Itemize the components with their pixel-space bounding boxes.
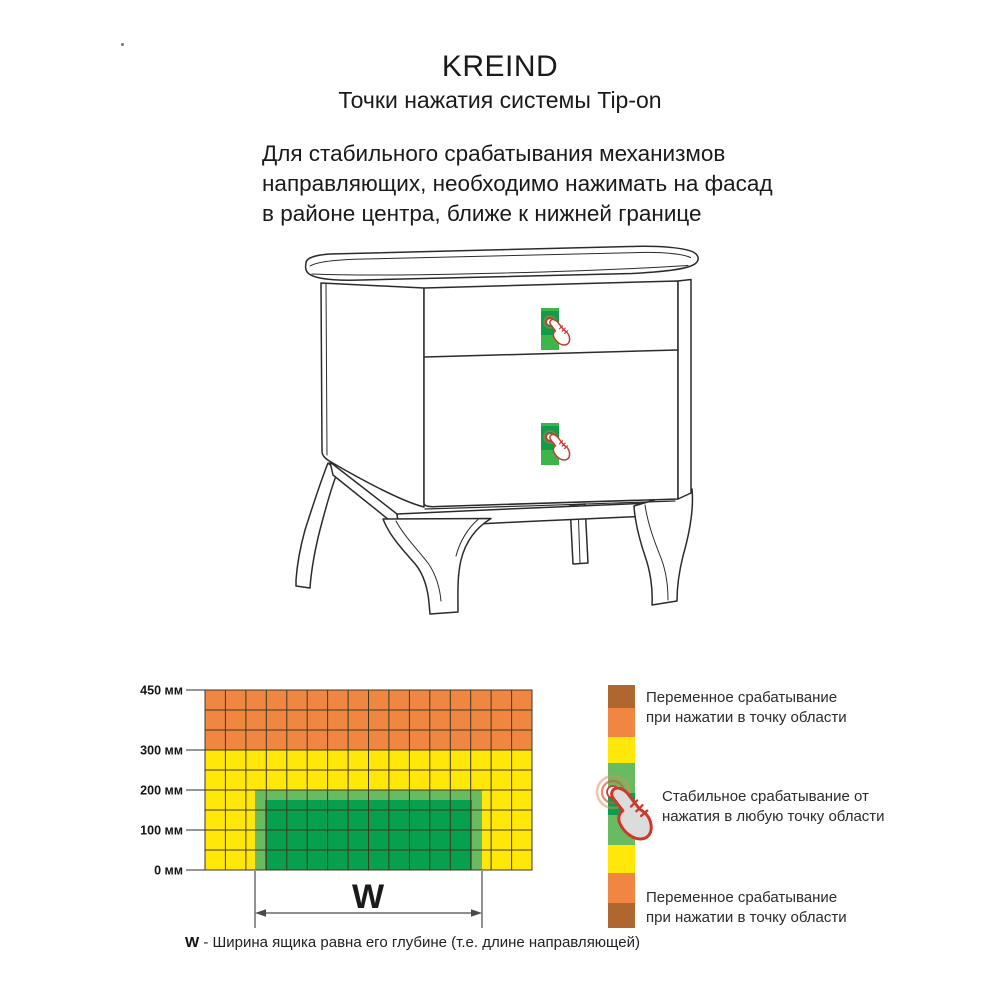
legend-seg-brown-top	[608, 685, 635, 708]
legend-text-line: при нажатии в точку области	[646, 908, 847, 926]
tick-300: 300 мм	[140, 743, 183, 758]
tick-100: 100 мм	[140, 823, 183, 838]
width-label: W	[351, 878, 385, 916]
legend-item-variable-bottom	[646, 888, 847, 927]
legend-seg-orange-top	[608, 708, 635, 737]
front-left-leg	[383, 519, 491, 615]
intro-line-2: направляющих, необходимо нажимать на фасад	[262, 171, 773, 196]
nightstand-illustration	[280, 240, 720, 640]
legend-press-hand	[580, 758, 670, 843]
tick-450: 450 мм	[140, 683, 183, 698]
page-title: KREIND	[441, 50, 559, 83]
cabinet-top	[306, 246, 699, 280]
legend-seg-brown-bottom	[608, 903, 635, 928]
page-subtitle: Точки нажатия системы Tip-on	[338, 87, 662, 113]
footnote-w: W	[185, 934, 200, 951]
press-zone-diagram	[140, 675, 550, 940]
legend-text-line: Переменное срабатывание	[646, 689, 838, 706]
legend-item-stable	[662, 787, 885, 826]
intro-line-1: Для стабильного срабатывания механизмов	[262, 141, 726, 166]
axis-ticks	[186, 690, 205, 870]
tick-0: 0 мм	[154, 863, 183, 878]
stray-dot	[121, 43, 124, 46]
intro-line-3: в районе центра, ближе к нижней границе	[262, 201, 702, 226]
legend-item-variable-top	[646, 688, 847, 727]
legend-seg-yellow-bottom	[608, 845, 635, 873]
legend-text-line: Переменное срабатывание	[646, 889, 838, 906]
front-right-leg	[634, 489, 692, 605]
cabinet-right-edge	[678, 280, 691, 500]
axis-labels	[140, 684, 183, 878]
tick-200: 200 мм	[140, 783, 183, 798]
intro-paragraph	[262, 139, 773, 229]
diagram-footnote	[185, 934, 640, 951]
legend-seg-orange-bottom	[608, 873, 635, 903]
legend-text-line: нажатия в любую точку области	[662, 807, 885, 825]
back-left-leg	[296, 463, 338, 588]
legend-text-line: Стабильное срабатывание от	[662, 788, 869, 805]
legend-text-line: при нажатии в точку области	[646, 708, 847, 726]
footnote-text: - Ширина ящика равна его глубине (т.е. длине направляющей)	[199, 934, 640, 951]
